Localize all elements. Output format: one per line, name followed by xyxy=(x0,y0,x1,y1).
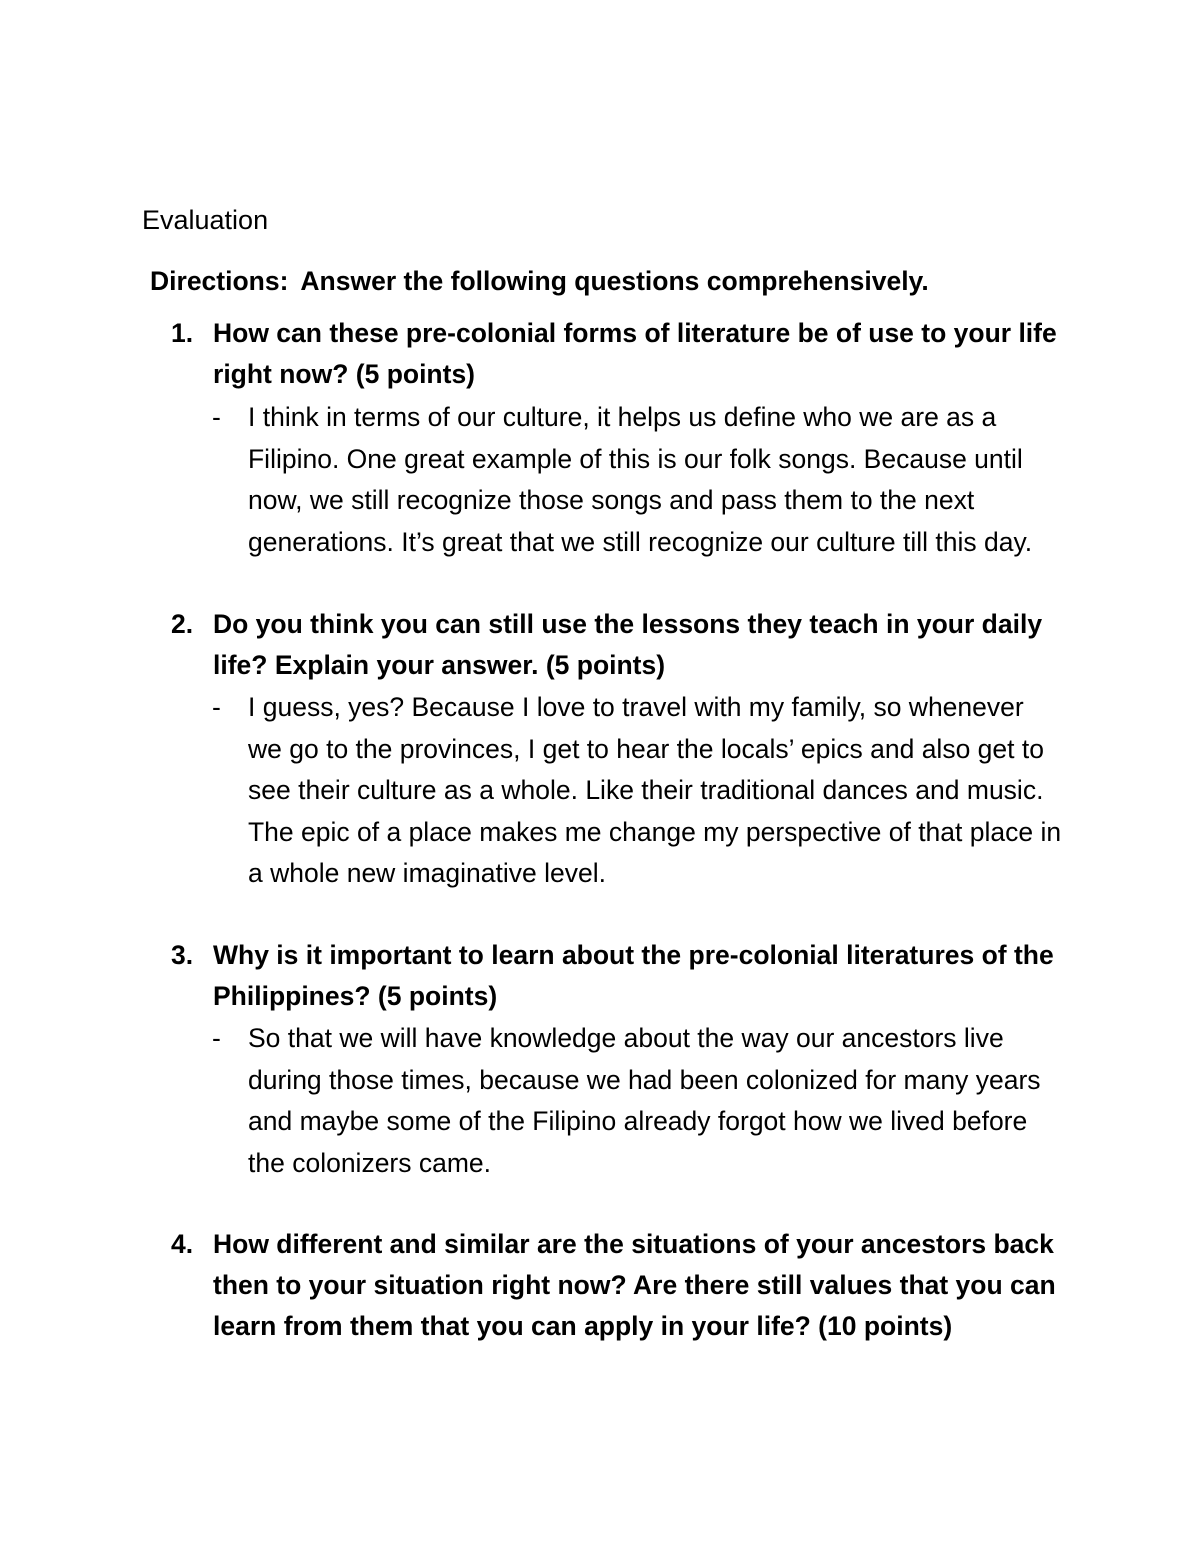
question-number: 4. xyxy=(171,1229,194,1259)
directions-text: Answer the following questions comprehensively. xyxy=(300,266,929,296)
answer-text: I guess, yes? Because I love to travel with my family, so whenever we go to the provinces, I get to hear the locals’ epics and also get to see their culture as a whole. Like their traditional dances and music. The epic of a place makes me change my perspective of that place in a whole new imaginative level. xyxy=(248,692,1062,888)
answer-text: So that we will have knowledge about the way our ancestors live during those times, because we had been colonized for many years and maybe some of the Filipino already forgot how we lived before the colonizers came. xyxy=(248,1023,1041,1178)
question-text: How can these pre-colonial forms of literature be of use to your life right now? (5 points) xyxy=(213,318,1057,389)
bullet-icon: - xyxy=(212,1023,221,1053)
bullet-icon: - xyxy=(212,402,221,432)
answer-3 xyxy=(212,1018,1068,1184)
question-1 xyxy=(171,313,1093,395)
question-number: 2. xyxy=(171,609,194,639)
question-text: How different and similar are the situations of your ancestors back then to your situation right now? Are there still values that you can learn from them that you can apply in your life? (10 points) xyxy=(213,1229,1056,1341)
question-number: 1. xyxy=(171,318,194,348)
question-text: Do you think you can still use the lessons they teach in your daily life? Explain your answer. (5 points) xyxy=(213,609,1043,680)
question-4 xyxy=(171,1224,1063,1347)
answer-text: I think in terms of our culture, it helps us define who we are as a Filipino. One great example of this is our folk songs. Because until now, we still recognize those songs and pass them to the next generations. It’s great that we still recognize our culture till this day. xyxy=(248,402,1033,557)
directions xyxy=(150,261,929,301)
directions-label: Directions: xyxy=(150,266,289,296)
page-title: Evaluation xyxy=(142,205,269,235)
bullet-icon: - xyxy=(212,692,221,722)
question-2 xyxy=(171,604,1093,686)
question-number: 3. xyxy=(171,940,194,970)
question-3 xyxy=(171,935,1093,1017)
answer-2 xyxy=(212,687,1063,895)
question-text: Why is it important to learn about the pre-colonial literatures of the Philippines? (5 points) xyxy=(213,940,1054,1011)
answer-1 xyxy=(212,397,1063,563)
